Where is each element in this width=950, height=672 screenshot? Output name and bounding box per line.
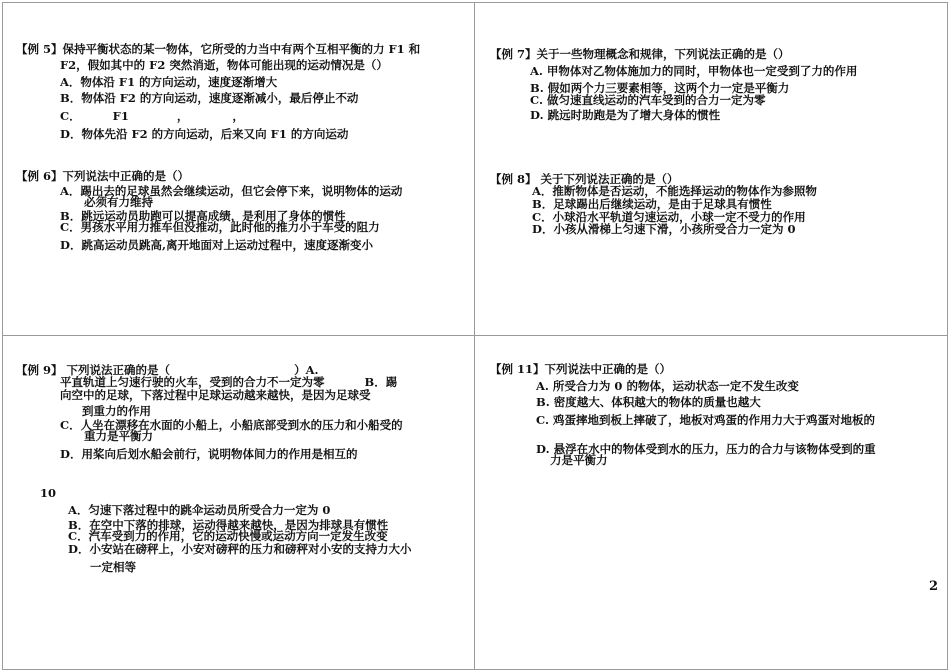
q11-option-d-2: 力是平衡力 [550,453,608,467]
q7-option-b: B. 假如两个力三要素相等，这两个力一定是平衡力 [530,81,790,95]
q9-line-b: 向空中的足球，下落过程中足球运动越来越快，是因为足球受 [60,388,371,402]
q5-head: 【例 5】保持平衡状态的某一物体，它所受的力当中有两个互相平衡的力 F1 和 [16,42,421,56]
q9-option-c-2: 重力是平衡力 [84,429,153,443]
q10-option-b: B．在空中下落的排球，运动得越来越快，是因为排球具有惯性 [68,518,389,532]
q10-option-d: D．小安站在磅秤上，小安对磅秤的压力和磅秤对小安的支持力大小 [68,542,412,556]
q8-head: 【例 8】 关于下列说法正确的是（） [490,172,679,186]
q9-head: 【例 9】 下列说法正确的是（ ）A. [16,363,319,377]
q11-head: 【例 11】下列说法中正确的是（） [490,362,672,376]
q9-option-c: C．人坐在漂移在水面的小船上，小船底部受到水的压力和小船受的 [60,418,403,432]
q7-head: 【例 7】关于一些物理概念和规律，下列说法正确的是（） [490,47,790,61]
q9-option-d: D．用桨向后划水船会前行，说明物体间力的作用是相互的 [60,447,358,461]
q11-option-a: A. 所受合力为 0 的物体，运动状态一定不发生改变 [536,379,799,393]
q11-option-b: B. 密度越大、体积越大的物体的质量也越大 [536,395,761,409]
q5-option-b: B．物体沿 F2 的方向运动，速度逐渐减小，最后停止不动 [60,91,359,105]
q6-option-d: D．跳高运动员跳高,离开地面对上运动过程中，速度逐渐变小 [60,238,373,252]
q5-option-d: D．物体先沿 F2 的方向运动，后来又向 F1 的方向运动 [60,127,349,141]
q10-option-a: A．匀速下落过程中的跳伞运动员所受合力一定为 0 [68,503,331,517]
q6-head: 【例 6】下列说法中正确的是（） [16,169,190,183]
q5-option-a: A．物体沿 F1 的方向运动，速度逐渐增大 [60,75,278,89]
vertical-divider [474,2,475,670]
q6-option-b: B．跳远运动员助跑可以提高成绩，是利用了身体的惯性 [60,209,346,223]
q10-option-d-2: 一定相等 [90,560,136,574]
q7-option-a: A. 甲物体对乙物体施加力的同时，甲物体也一定受到了力的作用 [530,64,858,78]
q6-option-a: A．踢出去的足球虽然会继续运动，但它会停下来，说明物体的运动 [60,184,403,198]
q10-option-c: C．汽车受到力的作用，它的运动快慢或运动方向一定发生改变 [68,529,388,543]
q5-option-c: C． F1 ， ， [60,109,244,123]
q8-option-a: A．推断物体是否运动，不能选择运动的物体作为参照物 [532,184,817,198]
q5-head-2: F2，假如其中的 F2 突然消逝，物体可能出现的运动情况是（） [60,58,388,72]
q9-line-b-2: 到重力的作用 [82,404,151,418]
q8-option-b: B．足球踢出后继续运动，是由于足球具有惯性 [532,197,772,211]
q6-option-a-2: 必须有力维持 [84,195,153,209]
page-number: 2 [929,579,939,594]
horizontal-divider [2,335,948,336]
q8-option-c: C．小球沿水平轨道匀速运动，小球一定不受力的作用 [532,210,806,224]
q7-option-c: C. 做匀速直线运动的汽车受到的合力一定为零 [530,93,766,107]
q11-option-d: D. 悬浮在水中的物体受到水的压力，压力的合力与该物体受到的重 [536,442,876,456]
q11-option-c: C. 鸡蛋摔地到板上摔破了，地板对鸡蛋的作用力大于鸡蛋对地板的 [536,413,875,427]
q10-head: 10 [40,486,57,500]
q7-option-d: D. 跳远时助跑是为了增大身体的惯性 [530,108,721,122]
q9-line-a: 平直轨道上匀速行驶的火车，受到的合力不一定为零 B．踢 [60,375,398,389]
q8-option-d: D．小孩从滑梯上匀速下滑，小孩所受合力一定为 0 [532,222,796,236]
q6-option-c: C．男孩水平用力推车但没推动，此时他的推力小于车受的阻力 [60,220,380,234]
